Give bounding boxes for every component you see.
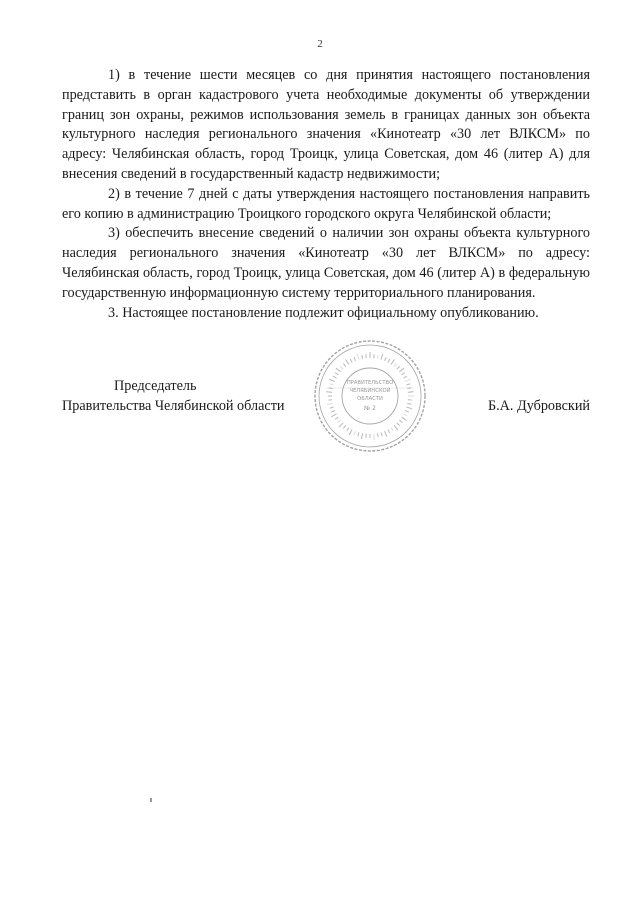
seal-ring-mark: [335, 373, 338, 375]
seal-ring-mark: [336, 368, 341, 372]
seal-ring-mark: [331, 411, 335, 413]
seal-ring-mark: [347, 428, 349, 431]
seal-ring-mark: [361, 433, 362, 439]
seal-ring-mark: [377, 355, 378, 359]
seal-ring-mark: [406, 384, 410, 385]
seal-ring-mark: [381, 354, 383, 360]
official-seal-stamp: [312, 338, 428, 454]
paragraph-item-1: 1) в течение шести месяцев со дня принятия настоящего постановления представить в орган кадастрового учета необходимые документы об утверждении границ зон охраны, режимов использования земель в границах данных зон объекта культурного наследия регионального значения «Кинотеатр «30 лет ВЛКСМ» по адресу: Челябинская область, город Троицк, улица Советская, дом 46 (литер А) для внесения сведений в государственный кадастр недвижимости;: [62, 67, 590, 182]
seal-ring-mark: [335, 417, 338, 419]
paragraph-item-3: 3) обеспечить внесение сведений о наличии зон охраны объекта культурного наследия регионального значения «Кинотеатр «30 лет ВЛКСМ» по адресу: Челябинская область, город Троицк, улица Советская, дом 46 (литер А) в федеральную государственную информационную систему территориального планирования.: [62, 225, 590, 301]
scan-speck: [150, 798, 152, 802]
seal-ring-mark: [374, 434, 375, 440]
seal-ring-mark: [402, 417, 407, 420]
document-body: [62, 66, 590, 323]
seal-ring-mark: [399, 420, 402, 423]
seal-ring-mark: [333, 376, 337, 378]
seal-ring-mark: [391, 359, 394, 364]
seal-ring-mark: [330, 407, 334, 408]
seal-center-line-2: ЧЕЛЯБИНСКОЙ: [349, 388, 391, 394]
seal-center-line-4: № 2: [364, 405, 376, 412]
signatory-name: Б.А. Дубровский: [487, 398, 590, 414]
seal-ring-mark: [362, 355, 363, 359]
signatory-title-line1: Председатель: [114, 378, 197, 394]
seal-ring-mark: [388, 430, 390, 434]
seal-ring-mark: [404, 376, 408, 378]
seal-ring-mark: [405, 411, 409, 413]
seal-ring-mark: [385, 357, 387, 361]
seal-ring-mark: [354, 431, 356, 435]
seal-ring-mark: [405, 379, 411, 381]
paragraph-publication: 3. Настоящее постановление подлежит официальному опубликованию.: [108, 304, 539, 321]
page-number: 2: [317, 38, 323, 50]
seal-ring-mark: [397, 423, 400, 426]
seal-ring-mark: [407, 403, 411, 404]
seal-ring-mark: [329, 379, 335, 381]
signatory-title-line2: Правительства Челябинской области: [62, 398, 285, 414]
seal-ring-mark: [354, 357, 356, 361]
seal-ring-mark: [402, 373, 405, 375]
seal-ring-mark: [343, 364, 346, 367]
paragraph-item-2: 2) в течение 7 дней с даты утверждения настоящего постановления направить его копию в администрацию Троицкого городского округа Челябинской области;: [62, 185, 590, 222]
seal-ring-mark: [394, 364, 397, 367]
seal-ring-mark: [343, 425, 346, 428]
seal-ring-mark: [406, 407, 412, 409]
seal-ring-mark: [385, 431, 387, 437]
seal-ring-mark: [397, 366, 400, 369]
seal-center-line-3: ОБЛАСТИ: [357, 396, 383, 402]
seal-ring-mark: [339, 423, 343, 427]
seal-ring-mark: [331, 414, 336, 417]
seal-ring-mark: [329, 388, 333, 389]
seal-ring-mark: [327, 403, 333, 404]
seal-ring-mark: [404, 414, 408, 416]
seal-ring-mark: [391, 428, 393, 431]
seal-ring-mark: [326, 392, 332, 393]
seal-ring-mark: [408, 392, 414, 393]
seal-ring-mark: [358, 432, 359, 436]
seal-ring-mark: [330, 384, 334, 385]
seal-ring-mark: [350, 359, 352, 363]
seal-ring-mark: [394, 425, 398, 430]
seal-ring-mark: [349, 430, 352, 435]
seal-ring-mark: [377, 433, 378, 437]
seal-ring-mark: [381, 432, 382, 436]
seal-ring-mark: [346, 359, 349, 364]
seal-ring-mark: [388, 359, 390, 363]
seal-ring-mark: [407, 388, 411, 389]
seal-ring-mark: [357, 354, 359, 360]
seal-ring-mark: [340, 366, 343, 369]
seal-ring-mark: [399, 368, 404, 372]
seal-ring-mark: [338, 420, 341, 423]
seal-center-line-1: ПРАВИТЕЛЬСТВО: [346, 380, 394, 386]
